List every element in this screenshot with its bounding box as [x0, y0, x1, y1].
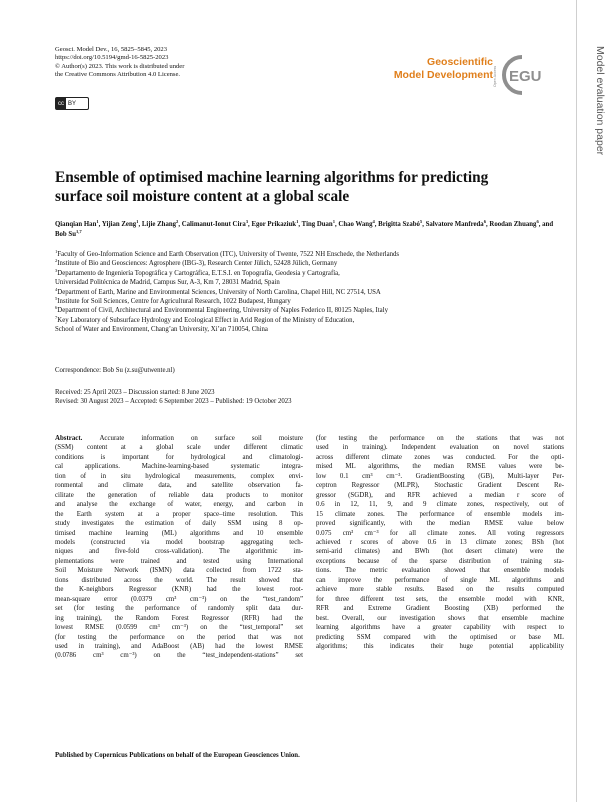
abstract-line: mean-square error (0.0379 cm³ cm⁻³) on the “test_random”	[55, 595, 303, 603]
abstract-line: tions distributed across the world. The result showed that	[55, 576, 303, 584]
affiliation-number: 6	[55, 305, 58, 311]
abstract-line: (SSM) content at a global scale under different climatic	[55, 444, 303, 452]
abstract-line: 0.6 in 12, 11, 9, and 9 climate zones, respectively, out of	[316, 501, 564, 509]
abstract-line: for three different test sets, the ensemble model with KNR,	[316, 595, 564, 603]
author-affiliation-mark: 1	[136, 219, 139, 224]
affiliation-line: $^1$Faculty of Geo-Information Science and Earth Observation (ITC), University of Twente, 7522 NH Enschede, the Netherlands	[55, 249, 400, 258]
author-name: Lijie Zhang	[141, 221, 177, 228]
author-affiliation-mark: 2	[176, 219, 179, 224]
author-name: Brigitta Szabó	[378, 221, 420, 228]
doi-link[interactable]: https://doi.org/10.5194/gmd-16-5825-2023	[55, 54, 169, 62]
abstract-line: tions. The metric evaluation showed that ensemble models	[316, 567, 564, 575]
journal-citation: Geosci. Model Dev., 16, 5825–5845, 2023	[55, 46, 168, 53]
cc-by-license-badge[interactable]	[55, 97, 89, 110]
abstract-line: set (for testing the performance of randomly split data dur-	[55, 605, 303, 613]
affiliation-number: 5	[55, 296, 58, 302]
author-affiliation-mark: 3	[245, 219, 249, 224]
abstract-line: RFR and Extreme Gradient Boosting (XB) performed the	[316, 605, 564, 613]
author-affiliation-mark: 4	[372, 219, 375, 224]
abstract-line: models (constructed via model bootstrap aggregating tech-	[55, 538, 303, 546]
affiliation-number: 3	[55, 267, 58, 273]
open-access-label: Open Access	[493, 65, 497, 87]
author-affiliation-mark: 1	[96, 219, 99, 224]
license-line: the Creative Commons Attribution 4.0 License.	[55, 71, 181, 79]
abstract-left-column	[55, 434, 303, 661]
abstract-line: algorithms; this indicates their huge potential applicability	[316, 642, 564, 650]
egu-logo-text: EGU	[509, 68, 542, 85]
abstract-line: 0.075 cm³ cm⁻³ for all climate zones. All voting regressors	[316, 529, 564, 537]
abstract-line: lowest RMSE (0.0599 cm³ cm⁻³) on the “test_temporal” set	[55, 624, 303, 632]
abstract-line: used in training), and AdaBoost (AB) had the lowest RMSE	[55, 642, 303, 650]
received-date-line: Received: 25 April 2023 – Discussion started: 8 June 2023	[55, 389, 215, 396]
abstract-label: Abstract.	[55, 435, 100, 442]
abstract-line: (for testing the performance on the stations that was not	[316, 435, 564, 442]
abstract-line: achieved r scores of above 0.6 in 13 climate zones; BSh (hot	[316, 538, 564, 546]
abstract-line: achieve more stable results. Based on the results computed	[316, 586, 564, 594]
abstract-line: 15 climate zones. The performance of ensemble models im-	[316, 510, 564, 518]
affiliation-line: School of Water and Environment, Chang’an University, Xi’an 710054, China	[55, 326, 268, 334]
abstract-line: gressor (SGDR), and RFR achieved a median r score of	[316, 491, 564, 499]
author-affiliation-mark: 1	[332, 219, 335, 224]
author-name: Chao Wang	[338, 221, 373, 228]
abstract-line: predicting SSM compared with the optimised or base ML	[316, 633, 564, 641]
abstract-line: the Earth system at a proper space–time resolution. This	[55, 510, 303, 518]
cc-icon: cc	[56, 98, 66, 109]
author-name: Qianqian Han	[55, 221, 97, 228]
author-name: Calimanut-Ionut Cira	[181, 221, 246, 228]
side-divider	[576, 0, 577, 802]
journal-name-line2: Model Development	[393, 69, 493, 81]
author-affiliation-mark: 5	[419, 219, 423, 224]
abstract-line: proved significantly, with the median RMSE value below	[316, 520, 564, 528]
abstract-line: (0.0786 cm³ cm⁻³) on the “test_independent-stations” set	[55, 652, 303, 660]
abstract-line: ceptron Regressor (MLPR), Stochastic Gradient Descent Re-	[316, 482, 564, 490]
abstract-line: used in training). Independent evaluation on novel stations	[316, 444, 564, 452]
copyright-line: © Author(s) 2023. This work is distributed under	[55, 62, 185, 70]
abstract-line: best. Overall, our investigation shows that ensemble machine	[316, 614, 564, 622]
affiliation-line: $^5$Institute for Soil Sciences, Centre for Agricultural Research, 1022 Budapest, Hungary	[55, 296, 291, 306]
published-date-line: Revised: 30 August 2023 – Accepted: 6 September 2023 – Published: 19 October 2023	[55, 398, 292, 406]
paper-type-label: Model evaluation paper	[594, 46, 606, 156]
abstract-line: cilitate the generation of reliable data products to monitor	[55, 491, 303, 499]
by-icon: BY	[68, 100, 77, 107]
author-list: Qianqian Han$^1$, Yijian Zeng$^1$, Lijie Zhang$^2$, Calimanut-Ionut Cira$^3$, Egor Prikaziuk$^1$, Ting Duan$^1$, Chao Wang$^4$, Brigitta Szabó$^5$, Salvatore Manfreda$^6$, Roodan Zhuang$^6$, and Bob Su$^{1,7}$	[55, 219, 554, 238]
affiliation-line: $^4$Department of Earth, Marine and Environmental Sciences, University of North Carolina, Chapel Hill, NC 27514, USA	[55, 286, 381, 296]
author-name: Bob Su	[55, 230, 76, 238]
abstract-line: Soil Moisture Network (ISMN) data collected from 1722 sta-	[55, 567, 303, 575]
affiliation-number: 1	[55, 249, 58, 254]
abstract-line: semi-arid climates) and BWh (hot desert climate) were the	[316, 548, 564, 556]
abstract-line: can improve the performance of single ML algorithms and	[316, 576, 564, 584]
affiliation-list	[55, 250, 565, 335]
affiliation-line: $^3$Departamento de Ingeniería Topográfica y Cartográfica, E.T.S.I. en Topografía, Geodesia y Cartografía,	[55, 267, 340, 277]
article-dates	[55, 388, 565, 407]
correspondence-line: Correspondence: Bob Su (z.su@utwente.nl)	[55, 367, 175, 374]
abstract-line: niques and five-fold cross-validation). The algorithmic im-	[55, 548, 303, 556]
abstract-line: study investigates the estimation of daily SSM using 8 op-	[55, 520, 303, 528]
abstract-line: conditions is important for hydrological and climatologi-	[55, 453, 303, 461]
journal-name-line1: Geoscientific	[427, 56, 493, 68]
journal-logo-text	[391, 56, 493, 82]
egu-logo-icon	[500, 52, 550, 98]
abstract-line: across different climate zones was conducted. For the opti-	[316, 453, 564, 461]
abstract-line: (for testing the performance on the period that was not	[55, 633, 303, 641]
abstract-line: the K-neighbors Regressor (KNR) had the lowest root-	[55, 586, 303, 594]
author-name: Roodan Zhuang	[489, 221, 537, 228]
abstract-line: ronmental and climate data, and satellite observation fa-	[55, 482, 303, 490]
author-name: Salvatore Manfreda	[425, 221, 484, 228]
author-affiliation-mark: 6	[483, 219, 486, 224]
abstract-line: ing training), the Random Forest Regressor (RFR) had the	[55, 614, 303, 622]
abstract-right-column	[316, 434, 564, 651]
author-name: Egor Prikaziuk	[251, 221, 297, 228]
article-metadata	[55, 46, 315, 80]
article-title: Ensemble of optimised machine learning algorithms for predicting surface soil moisture content at a global scale	[55, 169, 489, 205]
author-affiliation-mark: 1,7	[75, 228, 82, 234]
author-name: Ting Duan	[301, 221, 333, 228]
affiliation-line: Universidad Politécnica de Madrid, Campus Sur, A-3, Km 7, 28031 Madrid, Spain	[55, 279, 280, 287]
abstract-line: low 0.1 cm³ cm⁻³. GradientBoosting (GB), Multi-layer Per-	[316, 472, 564, 480]
affiliation-line: $^2$Institute of Bio and Geosciences: Agrosphere (IBG-3), Research Center Jülich, 52428 Jülich, Germany	[55, 258, 338, 268]
abstract-line: plementations were trained and tested using International	[55, 557, 303, 565]
affiliation-line: $^7$Key Laboratory of Subsurface Hydrology and Ecological Effect in Arid Region of the Ministry of Education,	[55, 314, 355, 324]
abstract-line: exceptions because of the sparse distribution of training sta-	[316, 557, 564, 565]
author-affiliation-mark: 6	[536, 219, 539, 224]
abstract-line: and analyse the exchange of water, energy, and carbon in	[55, 501, 303, 509]
publisher-footer: Published by Copernicus Publications on behalf of the European Geosciences Union.	[55, 752, 300, 759]
affiliation-number: 2	[55, 258, 58, 264]
author-affiliation-mark: 1	[296, 219, 299, 224]
abstract-line: learning algorithms have a greater capability with respect to	[316, 624, 564, 632]
abstract-line: Abstract. Accurate information on surface soil moisture	[55, 435, 303, 442]
author-name: Yijian Zeng	[101, 221, 137, 228]
affiliation-number: 7	[55, 314, 58, 320]
affiliation-number: 4	[55, 286, 58, 292]
abstract-line: tion of in situ hydrological measurements, complex envi-	[55, 472, 303, 480]
affiliation-line: $^6$Department of Civil, Architectural and Environmental Engineering, University of Naples Federico II, 80125 Naples, Italy	[55, 305, 388, 315]
abstract-line: timised machine learning (ML) algorithms and 10 ensemble	[55, 529, 303, 537]
abstract-line: mised ML algorithms, the median RMSE values were be-	[316, 463, 564, 471]
abstract-line: cal applications. Machine-learning-based systematic integra-	[55, 463, 303, 471]
